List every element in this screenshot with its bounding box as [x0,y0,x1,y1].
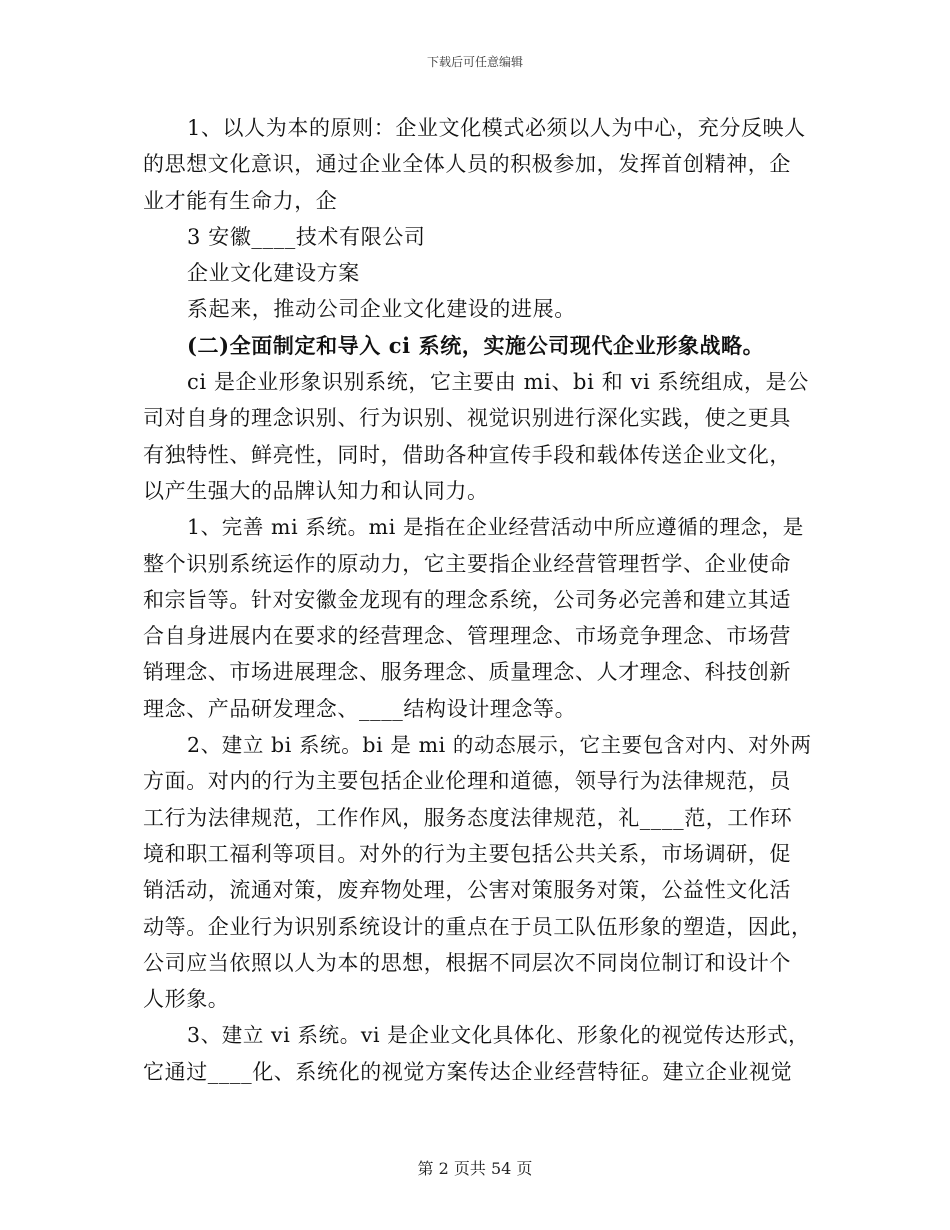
text-line: 方面。对内的行为主要包括企业伦理和道德，领导行为法律规范，员 [143,769,791,794]
text-line: 以产生强大的品牌认知力和认同力。 [143,478,489,503]
text-line: 2、建立 bi 系统。bi 是 mi 的动态展示，它主要包含对内、对外两 [187,733,812,758]
text-line: ci 是企业形象识别系统，它主要由 mi、bi 和 vi 系统组成，是公 [187,370,809,395]
text-line: 和宗旨等。针对安徽金龙现有的理念系统，公司务必完善和建立其适 [143,587,791,612]
text-line: 公司应当依照以人为本的思想，根据不同层次不同岗位制订和设计个 [143,950,791,975]
text-line: 司对自身的理念识别、行为识别、视觉识别进行深化实践，使之更具 [143,406,791,431]
text-line: 理念、产品研发理念、____结构设计理念等。 [143,696,577,721]
text-line: 系起来，推动公司企业文化建设的进展。 [187,297,576,322]
text-line: 人形象。 [143,987,230,1012]
text-line: 境和职工福利等项目。对外的行为主要包括公共关系，市场调研，促 [143,841,791,866]
section-heading: (二)全面制定和导入 ci 系统，实施公司现代企业形象战略。 [187,332,765,358]
text-line: 工行为法律规范，工作作风，服务态度法律规范，礼____范，工作环 [143,805,793,830]
text-line: 1、以人为本的原则：企业文化模式必须以人为中心，充分反映人 [187,116,806,140]
text-line: 合自身进展内在要求的经营理念、管理理念、市场竞争理念、市场营 [143,624,791,649]
text-line: 有独特性、鲜亮性，同时，借助各种宣传手段和载体传送企业文化， [143,442,791,467]
text-line: 销活动，流通对策，废弃物处理，公害对策服务对策，公益性文化活 [143,878,791,903]
text-line: 动等。企业行为识别系统设计的重点在于员工队伍形象的塑造，因此， [143,914,813,939]
text-line: 销理念、市场进展理念、服务理念、质量理念、人才理念、科技创新 [143,660,791,685]
text-line: 3 安徽____技术有限公司 [187,224,426,249]
text-line: 企业文化建设方案 [187,261,360,286]
text-line: 1、完善 mi 系统。mi 是指在企业经营活动中所应遵循的理念，是 [187,515,804,540]
text-line: 3、建立 vi 系统。vi 是企业文化具体化、形象化的视觉传达形式， [187,1023,810,1048]
text-line: 整个识别系统运作的原动力，它主要指企业经营管理哲学、企业使命 [143,551,791,576]
text-line: 的思想文化意识，通过企业全体人员的积极参加，发挥首创精神，企 [143,152,791,177]
document-body [143,110,813,1090]
text-line: 它通过____化、系统化的视觉方案传达企业经营特征。建立企业视觉 [143,1059,793,1084]
page-header: 下载后可任意编辑 [426,55,523,69]
page-footer: 第 2 页共 54 页 [417,1159,533,1178]
text-line: 业才能有生命力，企 [143,188,338,213]
